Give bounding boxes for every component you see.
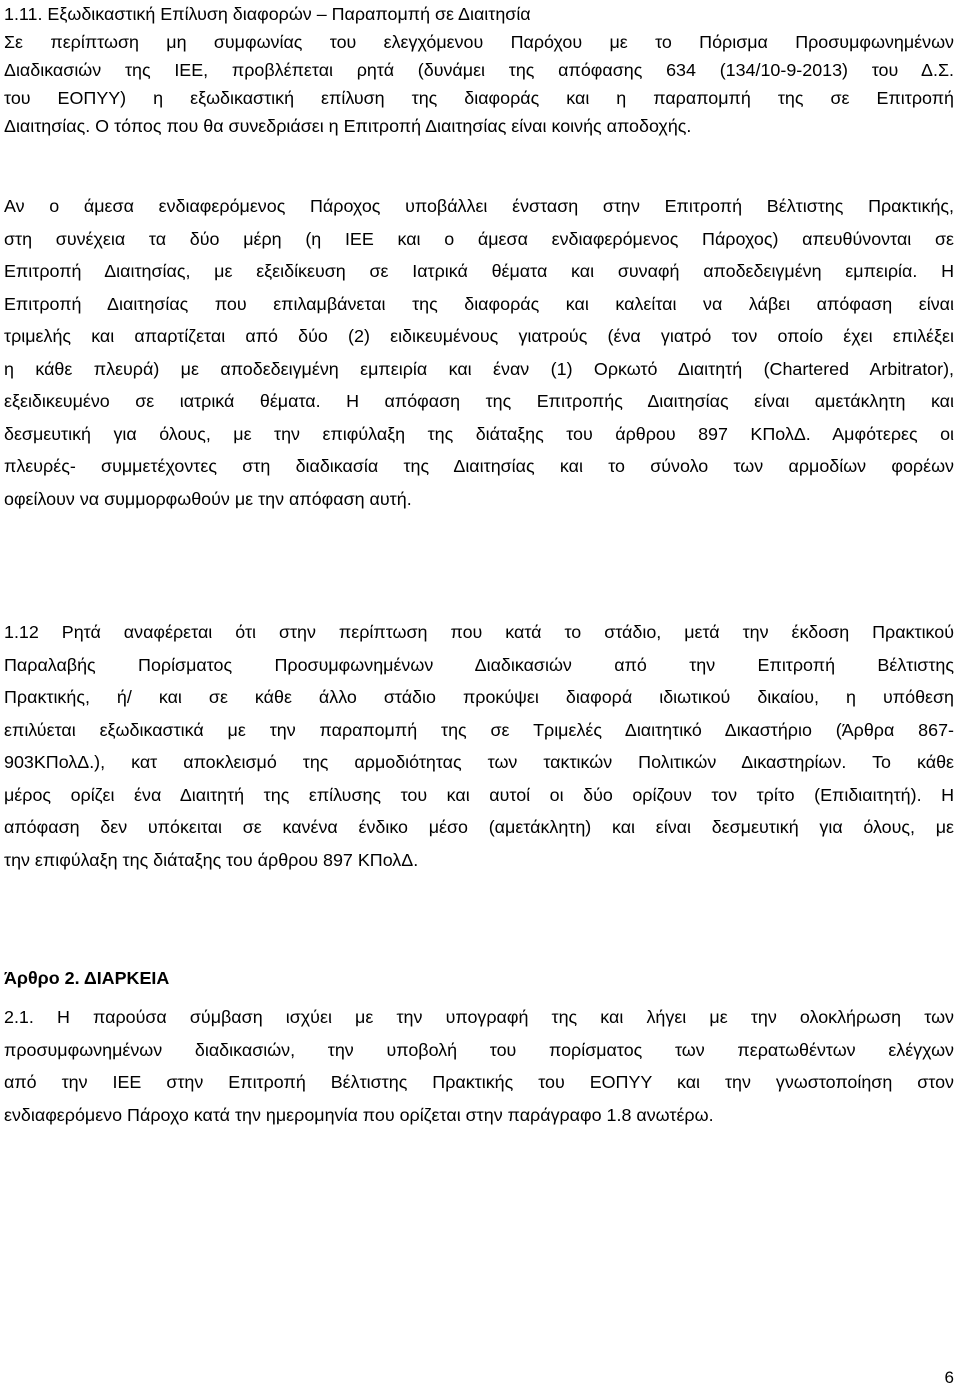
paragraph-line: 2.1. Η παρούσα σύμβαση ισχύει με την υπογραφή της και λήγει με την ολοκλήρωση των [4, 1007, 954, 1027]
paragraph-line: μέρος ορίζει ένα Διαιτητή της επίλυσης του και αυτοί οι δύο ορίζουν τον τρίτο (Επιδιαιτητή). Η [4, 784, 954, 805]
paragraph-line: πλευρές- συμμετέχοντες στη διαδικασία της Διαιτησίας και το σύνολο των αρμοδίων φορέων [4, 456, 954, 476]
paragraph-line: τριμελής και απαρτίζεται από δύο (2) ειδικευμένους γιατρούς (ένα γιατρό τον οποίο έχει επιλέξει [4, 326, 954, 346]
paragraph-line: του ΕΟΠΥΥ) η εξωδικαστική επίλυση της διαφοράς και η παραπομπή της σε Επιτροπή [4, 88, 954, 108]
paragraph-line: την επιφύλαξη της διάταξης του άρθρου 897 ΚΠολΔ. [4, 849, 419, 870]
paragraph-line: Αν ο άμεσα ενδιαφερόμενος Πάροχος υποβάλλει ένσταση στην Επιτροπή Βέλτιστης Πρακτικής, [4, 196, 954, 216]
paragraph-line: εξειδικευμένο σε ιατρικά θέματα. Η απόφαση της Επιτροπής Διαιτησίας είναι αμετάκλητη και [4, 391, 954, 411]
paragraph-line: Παραλαβής Πορίσματος Προσυμφωνημένων Διαδικασιών από την Επιτροπή Βέλτιστης [4, 654, 954, 675]
article-2-heading-block [4, 962, 954, 995]
article-2-body [4, 1001, 954, 1131]
paragraph-line: η κάθε πλευρά) με αποδεδειγμένη εμπειρία και έναν (1) Ορκωτό Διαιτητή (Chartered Arbitrator), [4, 358, 954, 379]
paragraph-line: Διαιτησίας. Ο τόπος που θα συνεδριάσει η Επιτροπή Διαιτησίας είναι κοινής αποδοχής. [4, 116, 692, 136]
paragraph-line: Επιτροπή Διαιτησίας, με εξειδίκευση σε Ιατρικά θέματα και συναφή αποδεδειγμένη εμπειρία. Η [4, 261, 954, 281]
section-1-11-body [4, 190, 954, 515]
paragraph-line: 1.12 Ρητά αναφέρεται ότι στην περίπτωση που κατά το στάδιο, μετά την έκδοση Πρακτικού [4, 622, 954, 642]
section-1-12 [4, 616, 954, 876]
section-1-11-intro [4, 0, 954, 140]
page-number: 6 [944, 1368, 954, 1387]
paragraph-line: Πρακτικής, ή/ και σε κάθε άλλο στάδιο προκύψει διαφορά ιδιωτικού δικαίου, η υπόθεση [4, 687, 954, 707]
paragraph-line: προσυμφωνημένων διαδικασιών, την υποβολή του πορίσματος των περατωθέντων ελέγχων [4, 1039, 954, 1060]
paragraph-line: Επιτροπή Διαιτησίας που επιλαμβάνεται της διαφοράς και καλείται να λάβει απόφαση είναι [4, 293, 954, 314]
paragraph-line: Σε περίπτωση μη συμφωνίας του ελεγχόμενου Παρόχου με το Πόρισμα Προσυμφωνημένων [4, 32, 954, 52]
paragraph-line: οφείλουν να συμμορφωθούν με την απόφαση αυτή. [4, 488, 412, 509]
paragraph-line: απόφαση δεν υπόκειται σε κανένα ένδικο μέσο (αμετάκλητη) και είναι δεσμευτική για όλους, με [4, 817, 954, 837]
paragraph-line: 903ΚΠολΔ.), κατ αποκλεισμό της αρμοδιότητας των τακτικών Πολιτικών Δικαστηρίων. Το κάθε [4, 752, 954, 772]
paragraph-line: ενδιαφερόμενο Πάροχο κατά την ημερομηνία που ορίζεται στην παράγραφο 1.8 ανωτέρω. [4, 1104, 714, 1125]
section-1-11-heading: 1.11. Εξωδικαστική Επίλυση διαφορών – Παραπομπή σε Διαιτησία [4, 4, 531, 24]
paragraph-line: δεσμευτική για όλους, με την επιφύλαξη της διάταξης του άρθρου 897 ΚΠολΔ. Αμφότερες οι [4, 423, 954, 444]
paragraph-line: επιλύεται εξωδικαστικά με την παραπομπή της σε Τριμελές Διαιτητικό Δικαστήριο (Άρθρα 867- [4, 719, 954, 740]
paragraph-line: Διαδικασιών της ΙΕΕ, προβλέπεται ρητά (δυνάμει της απόφασης 634 (134/10-9-2013) του Δ.Σ. [4, 60, 954, 80]
article-2-heading: Άρθρο 2. ΔΙΑΡΚΕΙΑ [4, 968, 170, 988]
paragraph-line: στη συνέχεια τα δύο μέρη (η ΙΕΕ και ο άμεσα ενδιαφερόμενος Πάροχος) απευθύνονται σε [4, 228, 954, 249]
paragraph-line: από την ΙΕΕ στην Επιτροπή Βέλτιστης Πρακτικής του ΕΟΠΥΥ και την γνωστοποίηση στον [4, 1072, 954, 1092]
